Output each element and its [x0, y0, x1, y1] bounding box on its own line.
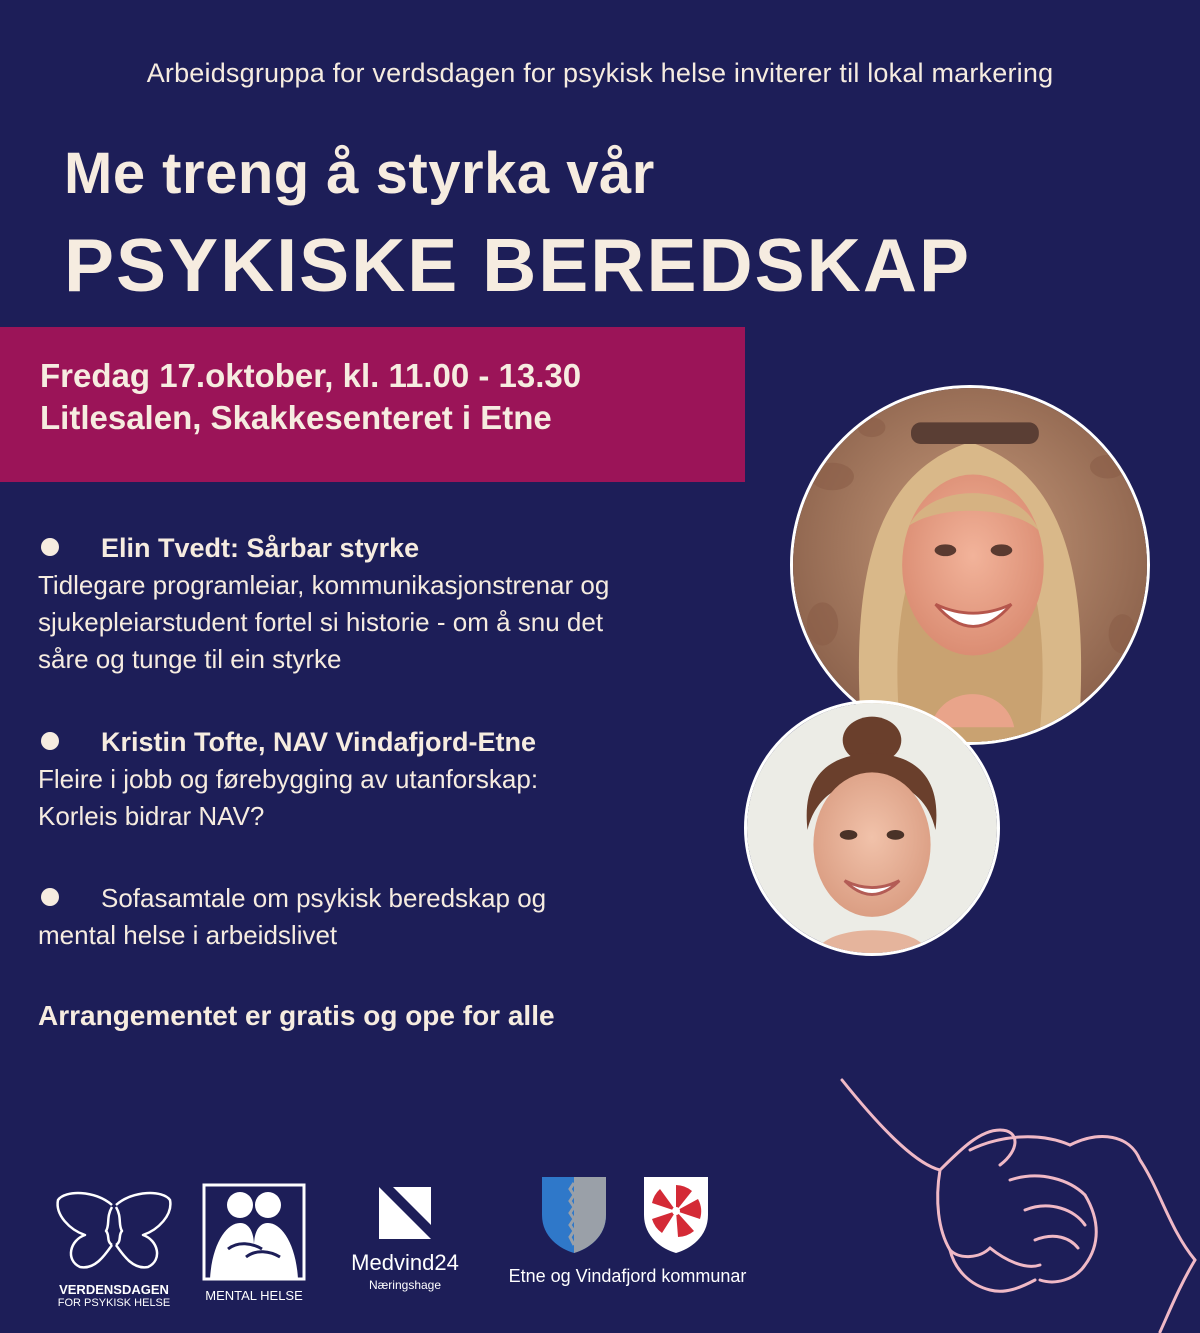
logo-medvind-sub: Næringshage — [368, 1278, 442, 1292]
program-item-text: Korleis bidrar NAV? — [38, 801, 265, 831]
event-info-band — [0, 327, 745, 482]
portrait-kristin-tofte — [744, 700, 1000, 956]
program-item-text: Fleire i jobb og førebygging av utanforskap: — [38, 764, 539, 794]
bullet-icon — [41, 538, 59, 556]
event-date-time: Fredag 17.oktober, kl. 11.00 - 13.30 — [40, 357, 582, 394]
closing-text: Arrangementet er gratis og ope for alle — [38, 1000, 555, 1031]
title-line-2: PSYKISKE BEREDSKAP — [64, 223, 972, 307]
portrait-elin-tvedt — [790, 385, 1150, 745]
medvind-icon — [333, 1185, 477, 1241]
program-item-text: Sofasamtale om psykisk beredskap og — [101, 883, 547, 913]
program-item-text: Tidlegare programleiar, kommunikasjonstrenar og — [38, 570, 610, 600]
logo-mental-helse-text: MENTAL HELSE — [205, 1288, 303, 1303]
butterfly-faces-icon — [40, 1185, 188, 1273]
program-item-text: sjukepleiarstudent fortel si historie - om å snu det — [38, 607, 604, 637]
program-item-heading: Elin Tvedt: Sårbar styrke — [101, 533, 420, 563]
portrait-elin-image — [793, 388, 1147, 742]
logo-kommunar — [490, 1173, 765, 1287]
logo-medvind24 — [333, 1185, 477, 1292]
program-item-3 — [38, 880, 738, 954]
program-item-2 — [38, 724, 738, 835]
logo-kommunar-text: Etne og Vindafjord kommunar — [508, 1266, 747, 1286]
logo-verdensdagen-line2: FOR PSYKISK HELSE — [57, 1297, 171, 1309]
program-item-1 — [38, 530, 738, 678]
bullet-icon — [41, 732, 59, 750]
logo-mental-helse — [202, 1183, 306, 1303]
etne-coat-of-arms-icon — [540, 1175, 608, 1255]
event-venue: Litlesalen, Skakkesenteret i Etne — [40, 399, 552, 436]
handshake-illustration — [830, 1070, 1200, 1333]
portrait-kristin-image — [747, 703, 997, 953]
intro-text: Arbeidsgruppa for verdsdagen for psykisk helse inviterer til lokal markering — [146, 58, 1054, 88]
logo-medvind-name: Medvind24 — [351, 1250, 459, 1275]
title-line-1: Me treng å styrka vår — [64, 141, 655, 206]
program-item-text: mental helse i arbeidslivet — [38, 920, 338, 950]
logo-verdensdagen-line1: VERDENSDAGEN — [59, 1282, 169, 1297]
bullet-icon — [41, 888, 59, 906]
mental-helse-icon — [202, 1183, 306, 1281]
program-item-text: såre og tunge til ein styrke — [38, 644, 342, 674]
program-item-heading: Kristin Tofte, NAV Vindafjord-Etne — [101, 727, 537, 757]
logo-verdensdagen — [40, 1185, 188, 1309]
vindafjord-coat-of-arms-icon — [642, 1175, 710, 1255]
